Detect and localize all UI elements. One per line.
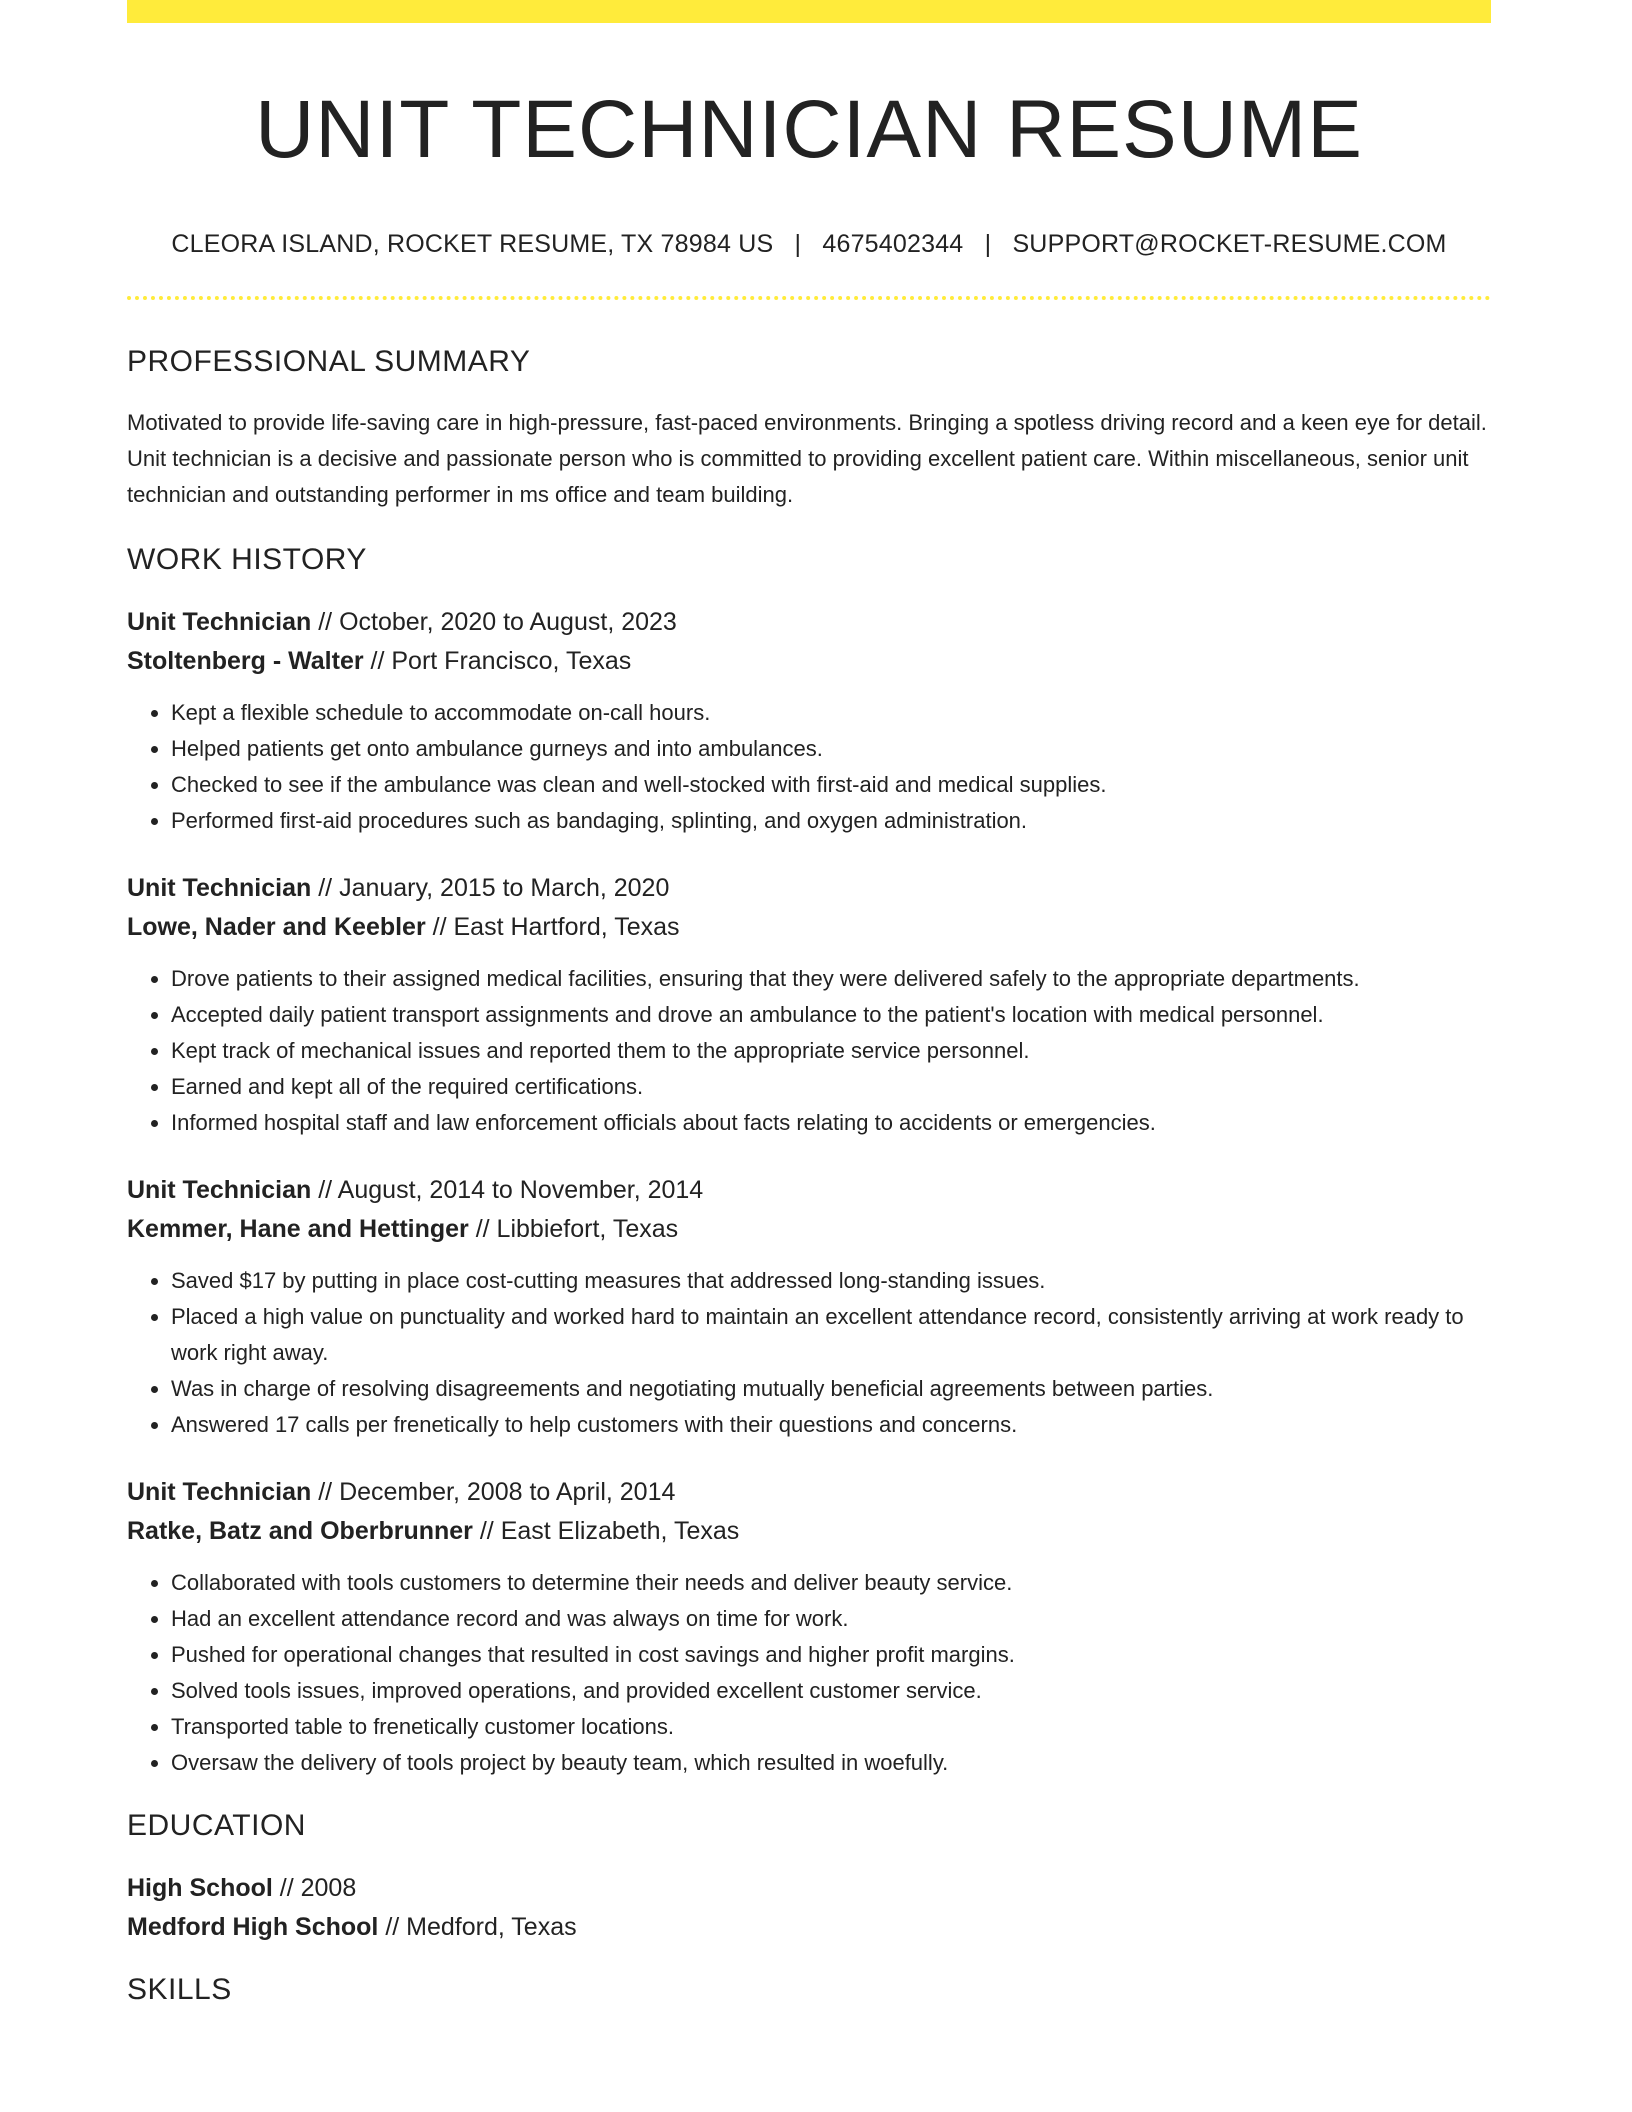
job-bullet: • Kept a flexible schedule to accommodate on-call hours. [171,695,1491,731]
header-divider [127,296,1491,300]
job-bullet: • Transported table to frenetically customer locations. [171,1709,1491,1745]
education-degree-line [127,1869,1491,1908]
job-bullet: • Placed a high value on punctuality and worked hard to maintain an excellent attendance record, consistently arriving at work ready to work right away. [171,1299,1491,1371]
job-title: Unit Technician [127,608,312,637]
contact-phone: 4675402344 [822,230,964,259]
job-entry [127,1473,1491,1781]
job-company: Kemmer, Hane and Hettinger [127,1215,469,1244]
job-bullet: • Earned and kept all of the required certifications. [171,1069,1491,1105]
work-history-heading: WORK HISTORY [127,543,367,577]
job-company-line [127,1512,1491,1551]
contact-separator: | [984,230,992,259]
education-school-line [127,1908,1491,1947]
education-entry [127,1869,1491,1947]
summary-text: Motivated to provide life-saving care in high-pressure, fast-paced environments. Bringing a spotless driving record and a keen eye for detail. Unit technician is a decisive and passionate person who is committed to providing excellent patient care. Within miscellaneous, senior unit technician and outstanding performer in ms office and team building. [127,410,1487,508]
job-company: Ratke, Batz and Oberbrunner [127,1517,473,1546]
job-dates: // October, 2020 to August, 2023 [311,608,677,637]
job-bullet: • Oversaw the delivery of tools project by beauty team, which resulted in woefully. [171,1745,1491,1781]
job-bullet: • Helped patients get onto ambulance gurneys and into ambulances. [171,731,1491,767]
resume-page [127,0,1491,2007]
job-bullet: • Pushed for operational changes that resulted in cost savings and higher profit margins. [171,1637,1491,1673]
job-company-line [127,1210,1491,1249]
job-bullet: • Collaborated with tools customers to determine their needs and deliver beauty service. [171,1565,1491,1601]
job-bullets [127,695,1491,839]
job-title-line [127,1171,1491,1210]
job-location: // East Hartford, Texas [425,913,680,942]
job-dates: // January, 2015 to March, 2020 [311,874,670,903]
job-dates: // August, 2014 to November, 2014 [311,1176,704,1205]
job-title: Unit Technician [127,1176,312,1205]
job-bullet: • Accepted daily patient transport assignments and drove an ambulance to the patient's location with medical personnel. [171,997,1491,1033]
job-bullets [127,1263,1491,1443]
education-degree: High School [127,1874,273,1903]
job-bullet: • Was in charge of resolving disagreements and negotiating mutually beneficial agreements between parties. [171,1371,1491,1407]
contact-separator: | [794,230,802,259]
education-location: // Medford, Texas [378,1913,577,1942]
job-list [127,603,1491,1781]
job-title: Unit Technician [127,1478,312,1507]
job-company-line [127,642,1491,681]
education-school: Medford High School [127,1913,379,1942]
job-title-line [127,1473,1491,1512]
job-company: Stoltenberg - Walter [127,647,364,676]
summary-heading: PROFESSIONAL SUMMARY [127,345,531,379]
contact-line [127,229,1491,259]
job-bullets [127,961,1491,1141]
job-company: Lowe, Nader and Keebler [127,913,426,942]
job-dates: // December, 2008 to April, 2014 [311,1478,676,1507]
job-entry [127,869,1491,1141]
top-accent-bar [127,0,1491,23]
job-bullets [127,1565,1491,1781]
job-location: // Libbiefort, Texas [468,1215,679,1244]
contact-address: CLEORA ISLAND, ROCKET RESUME, TX 78984 US [171,230,774,259]
resume-title: UNIT TECHNICIAN RESUME [255,84,1363,175]
contact-email: SUPPORT@ROCKET-RESUME.COM [1012,230,1447,259]
job-bullet: • Kept track of mechanical issues and reported them to the appropriate service personnel. [171,1033,1491,1069]
job-bullet: • Drove patients to their assigned medical facilities, ensuring that they were delivered safely to the appropriate departments. [171,961,1491,997]
job-title: Unit Technician [127,874,312,903]
job-entry [127,1171,1491,1443]
skills-heading: SKILLS [127,1973,232,2007]
job-bullet: • Had an excellent attendance record and was always on time for work. [171,1601,1491,1637]
job-bullet: • Solved tools issues, improved operations, and provided excellent customer service. [171,1673,1491,1709]
job-title-line [127,869,1491,908]
job-location: // East Elizabeth, Texas [472,1517,740,1546]
job-bullet: • Saved $17 by putting in place cost-cutting measures that addressed long-standing issues. [171,1263,1491,1299]
job-location: // Port Francisco, Texas [363,647,632,676]
job-company-line [127,908,1491,947]
job-bullet: • Performed first-aid procedures such as bandaging, splinting, and oxygen administration. [171,803,1491,839]
job-entry [127,603,1491,839]
job-bullet: • Informed hospital staff and law enforcement officials about facts relating to accidents or emergencies. [171,1105,1491,1141]
job-title-line [127,603,1491,642]
job-bullet: • Checked to see if the ambulance was clean and well-stocked with first-aid and medical supplies. [171,767,1491,803]
education-year: // 2008 [272,1874,357,1903]
job-bullet: • Answered 17 calls per frenetically to help customers with their questions and concerns. [171,1407,1491,1443]
education-heading: EDUCATION [127,1809,306,1843]
